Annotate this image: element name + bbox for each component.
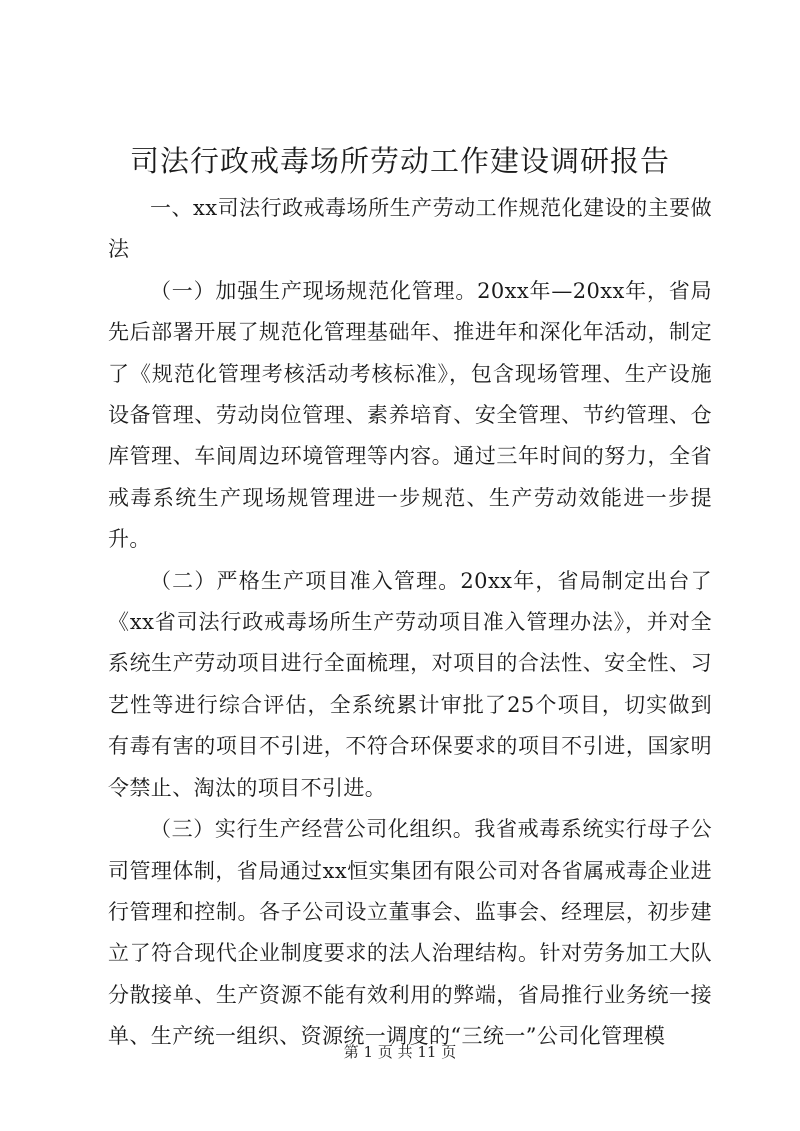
page-footer: 第 1 页 共 11 页	[343, 1043, 457, 1061]
paragraph-3: （三）实行生产经营公司化组织。我省戒毒系统实行母子公司管理体制，省局通过xx恒实集团有限公司对各省属戒毒企业进行管理和控制。各子公司设立董事会、监事会、经理层，初步建立了符合现代企业制度要求的法人治理结构。针对劳务加工大队分散接单、生产资源不能有效利用的弊端，省局推行业务统一接单、生产统一组织、资源统一调度的“三统一”公司化管理模	[108, 817, 712, 1049]
paragraph-2: （二）严格生产项目准入管理。20xx年，省局制定出台了《xx省司法行政戒毒场所生产劳动项目准入管理办法》，并对全系统生产劳动项目进行全面梳理，对项目的合法性、安全性、习艺性等进行综合评估，全系统累计审批了25个项目，切实做到有毒有害的项目不引进，不符合环保要求的项目不引进，国家明令禁止、淘汰的项目不引进。	[108, 568, 712, 800]
document-body	[108, 188, 712, 1058]
document-title: 司法行政戒毒场所劳动工作建设调研报告	[129, 144, 670, 178]
paragraph-1: （一）加强生产现场规范化管理。20xx年—20xx年，省局先后部署开展了规范化管理基础年、推进年和深化年活动，制定了《规范化管理考核活动考核标准》，包含现场管理、生产设施设备管理、劳动岗位管理、素养培育、安全管理、节约管理、仓库管理、车间周边环境管理等内容。通过三年时间的努力，全省戒毒系统生产现场规管理进一步规范、生产劳动效能进一步提升。	[108, 278, 712, 552]
section-heading-1: 一、xx司法行政戒毒场所生产劳动工作规范化建设的主要做法	[108, 196, 712, 262]
